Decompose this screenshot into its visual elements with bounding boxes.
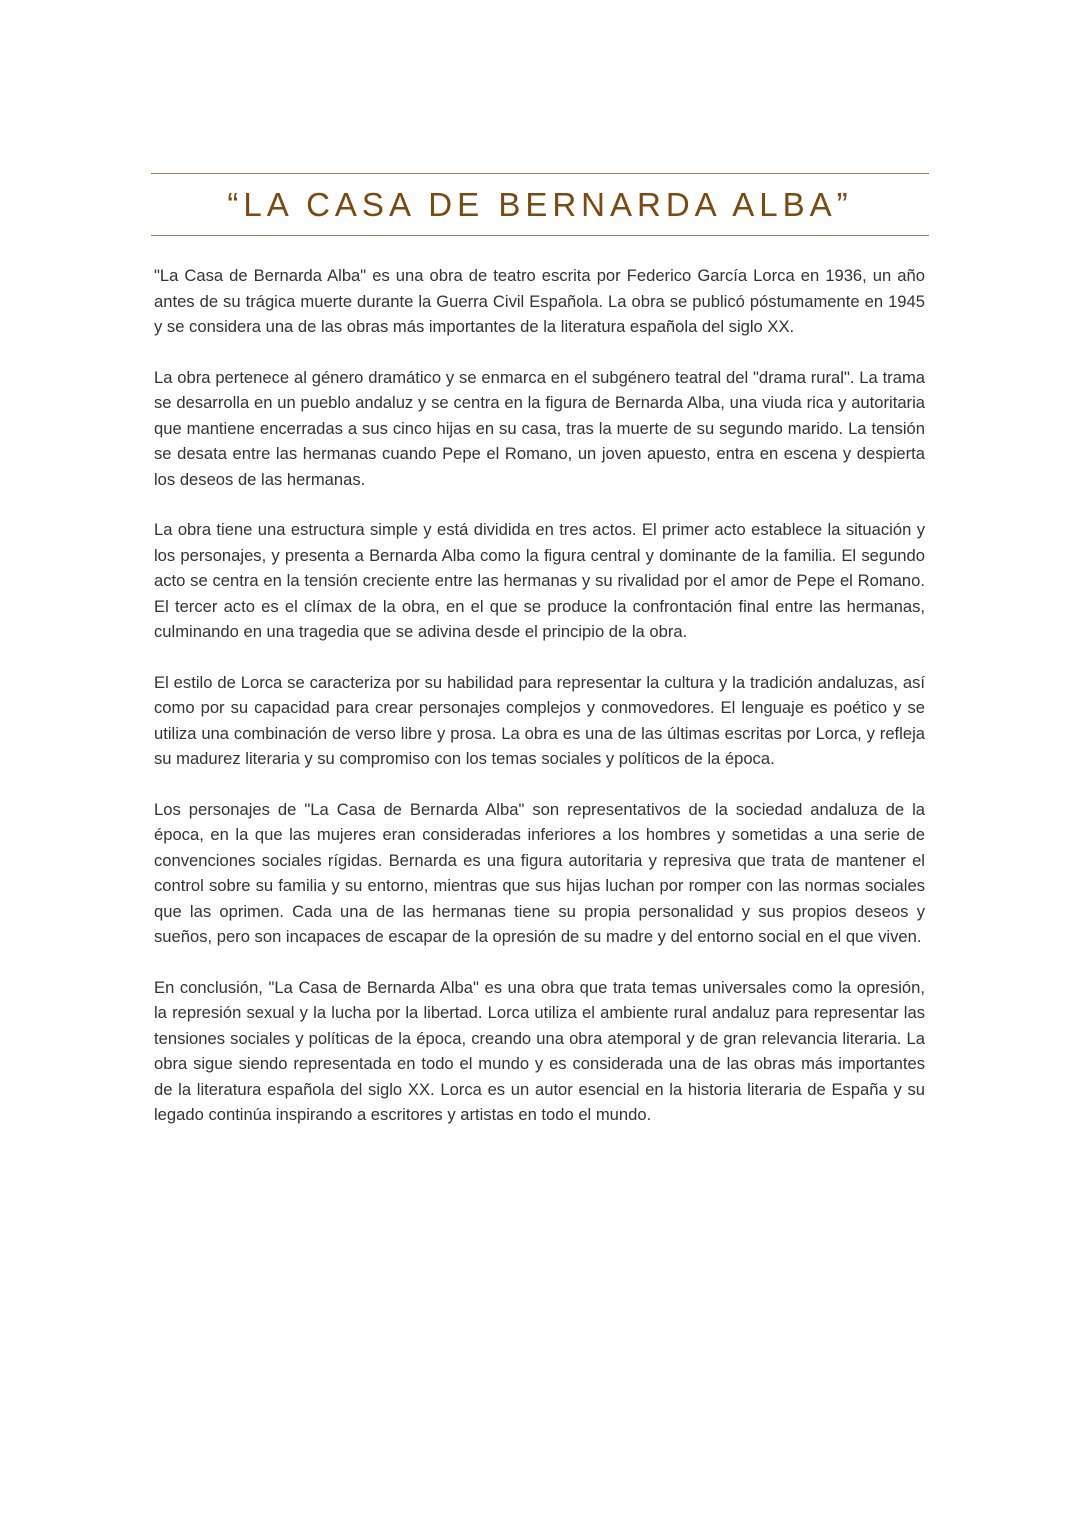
paragraph-intro: "La Casa de Bernarda Alba" es una obra de teatro escrita por Federico García Lorca en 1936, un año antes de su trágica muerte durante la Guerra Civil Española. La obra se publicó póstumamente en 1945 y se considera una de las obras más importantes de la literatura española del siglo XX.: [154, 266, 925, 336]
document-title: “LA CASA DE BERNARDA ALBA”: [227, 186, 853, 223]
title-bottom-rule: [151, 235, 929, 236]
document-body: [154, 263, 925, 1153]
paragraph-conclusion: En conclusión, "La Casa de Bernarda Alba" es una obra que trata temas universales como la opresión, la represión sexual y la lucha por la libertad. Lorca utiliza el ambiente rural andaluz para representar las tensiones sociales y políticas de la época, creando una obra atemporal y de gran relevancia literaria. La obra sigue siendo representada en todo el mundo y es considerada una de las obras más importantes de la literatura española del siglo XX. Lorca es un autor esencial en la historia literaria de España y su legado continúa inspirando a escritores y artistas en todo el mundo.: [154, 977, 925, 1124]
paragraph-characters: Los personajes de "La Casa de Bernarda Alba" son representativos de la sociedad andaluza de la época, en la que las mujeres eran consideradas inferiores a los hombres y sometidas a una serie de convenciones sociales rígidas. Bernarda es una figura autoritaria y represiva que trata de mantener el control sobre su familia y su entorno, mientras que sus hijas luchan por romper con las normas sociales que las oprimen. Cada una de las hermanas tiene su propia personalidad y sus propios deseos y sueños, pero son incapaces de escapar de la opresión de su madre y del entorno social en el que viven.: [154, 799, 925, 946]
paragraph-genre: La obra pertenece al género dramático y se enmarca en el subgénero teatral del "drama rural". La trama se desarrolla en un pueblo andaluz y se centra en la figura de Bernarda Alba, una viuda rica y autoritaria que mantiene encerradas a sus cinco hijas en su casa, tras la muerte de su segundo marido. La tensión se desata entre las hermanas cuando Pepe el Romano, un joven apuesto, entra en escena y despierta los deseos de las hermanas.: [154, 367, 925, 489]
paragraph-structure: La obra tiene una estructura simple y está dividida en tres actos. El primer acto establece la situación y los personajes, y presenta a Bernarda Alba como la figura central y dominante de la familia. El segundo acto se centra en la tensión creciente entre las hermanas y su rivalidad por el amor de Pepe el Romano. El tercer acto es el clímax de la obra, en el que se produce la confrontación final entre las hermanas, culminando en una tragedia que se adivina desde el principio de la obra.: [154, 520, 925, 641]
title-top-rule: [151, 173, 929, 174]
paragraph-style: El estilo de Lorca se caracteriza por su habilidad para representar la cultura y la tradición andaluzas, así como por su capacidad para crear personajes complejos y conmovedores. El lenguaje es poético y se utiliza una combinación de verso libre y prosa. La obra es una de las últimas escritas por Lorca, y refleja su madurez literaria y su compromiso con los temas sociales y políticos de la época.: [154, 672, 925, 768]
